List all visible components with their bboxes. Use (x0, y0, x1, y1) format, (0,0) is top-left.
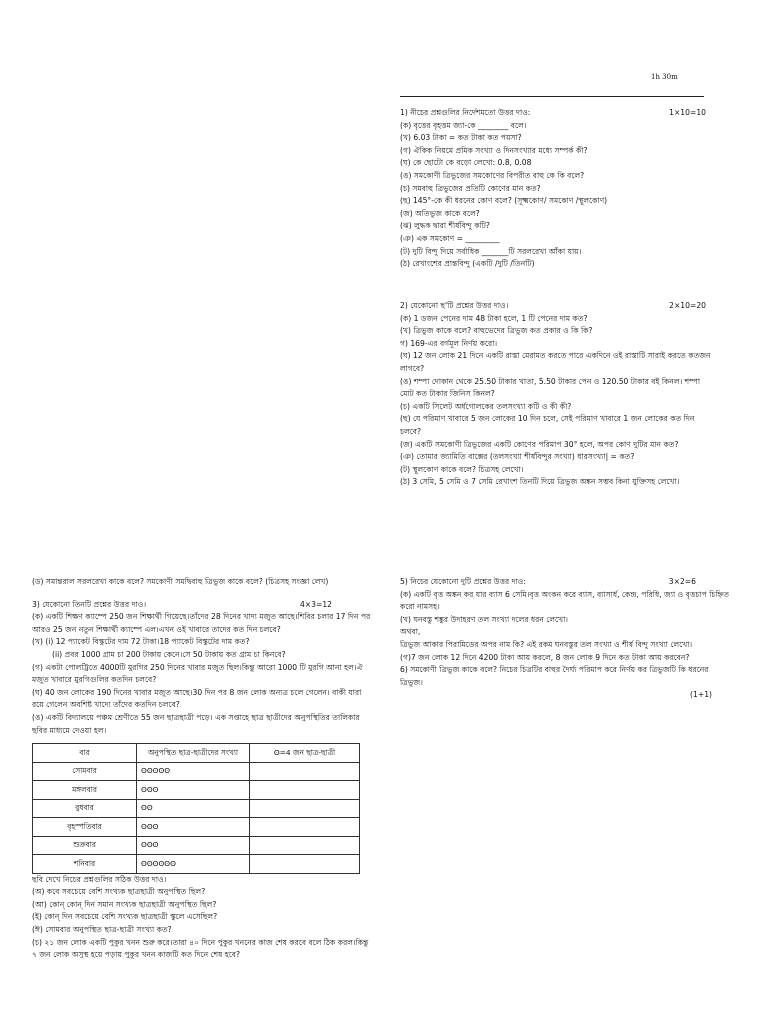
table-cell-marks: ʘʘʘ (137, 836, 250, 855)
question-6: 6) সমকোণী ত্রিভুজ কাকে বলে? নিচের চিত্রটির বাহুর দৈর্ঘ্য পরিমাপ করে নির্ণয় কর ত্রিভুজটি কি ধরনের ত্রিভুজ। (400, 665, 709, 687)
q3-item: (গ) একটা পোলট্রিতে 4000টি মুরগির 250 দিনের খাবার মজুত ছিল।কিন্তু আরো 1000 টি মুরগি আনা হল।ঐ মজুত খাবারে মুরগিগুলির কতদিন চলবে? (32, 662, 363, 685)
question-2 (400, 300, 712, 489)
question-1-marks: 1×10=10 (669, 108, 706, 117)
q2-item: (ঙ) শম্পা দোকান থেকে 25.50 টাকার খাতা, 5.50 টাকার পেন ও 120.50 টাকার বই কিনল। শম্পা মোট কত টাকার জিনিস কিনল? (400, 376, 701, 399)
table-cell-count (250, 799, 360, 818)
table-cell-marks: ʘʘʘ (137, 781, 250, 800)
question-5-heading: 5) নিচের যেকোনো দুটি প্রশ্নের উত্তর দাও: (400, 577, 526, 586)
q2-item: (জ) একটি সমকোণী ত্রিভুজের একটি কোণের পরিমাপ 30° হলে, অপর কোণ দুটির মান কত? (400, 439, 679, 449)
q1-item: (ক) বৃত্তের বৃহত্তম জ্যা-কে ________ বলে। (400, 120, 527, 130)
table-cell-count (250, 855, 360, 874)
q2-item: (ট) স্থূলকোণ কাকে বলে? চিত্রসহ লেখো। (400, 464, 524, 474)
table-cell-day: মঙ্গলবার (33, 781, 137, 800)
question-2-heading: 2) যেকোনো ছ'টি প্রশ্নের উত্তর দাও। (400, 301, 509, 310)
q3-item: (ক) একটি শিক্ষণ ক্যাম্পে 250 জন শিক্ষার্থী গিয়েছে।তাঁদের 28 দিনের খাদ্য মজুত আছে।শিবির চলার 17 দিন পর আরও 25 জন নতুন শিক্ষার্থী ক্যাম্পে এল।এখন ওই খাবারে তাদের কত দিন চলবে? (32, 612, 371, 634)
q2-item: (ঘ) 12 জন লোক 21 দিনে একটি রাস্তা মেরামত করতে পারে একদিনে ওই রাস্তাটি সারাই করতে কতজন লাগবে? (400, 351, 711, 373)
table-row (33, 818, 360, 837)
left-column (32, 576, 372, 962)
table-cell-count (250, 818, 360, 837)
q2-item: গ) 169-এর বর্গমূল নির্ণয় করো। (400, 338, 498, 348)
q3-item: (খ) (i) 12 প্যাকেট বিস্কুটের দাম 72 টাকা।18 প্যাকেট বিস্কুটের দাম কত? (32, 637, 250, 647)
q2-item: (ঠ) 3 সেমি, 5 সেমি ও 7 সেমি রেখাংশ তিনটি দিয়ে ত্রিভুজ অঙ্কন সম্ভব কিনা যুক্তিসহ লেখো। (400, 477, 680, 487)
q5-item: (খ) ঘনবস্তু শঙ্কুর উদাহরণ তল সংখ্যা দলের ধরন লেখো। (400, 614, 568, 624)
q1-item: (গ) ঐকিক নিয়মে প্রমিক সংখ্যা ও দিনসংখ্যার মধ্যে সম্পর্ক কী? (400, 145, 588, 155)
table-row (33, 762, 360, 781)
q1-item: (ঝ) লুদ্ধক দ্বারা শীর্ষবিন্দু কটি? (400, 221, 490, 231)
table-cell-day: শুক্রবার (33, 836, 137, 855)
table-row (33, 781, 360, 800)
table-cell-day: শনিবার (33, 855, 137, 874)
question-1-header (400, 107, 710, 120)
question-dha: (ড) সমান্তরাল সরলরেখা কাকে বলে? সমকোণী সমদ্বিবাহু ত্রিভুজ কাকে বলে? (চিত্রসহ সংজ্ঞা লেখ) (32, 577, 329, 586)
q2-item: (ক) 1 ডজন পেনের দাম 48 টাকা হলে, 1 টি পেনের দাম কত? (400, 313, 588, 323)
table-row (33, 799, 360, 818)
question-3-heading: 3) যেকোনো তিনটি প্রশ্নের উত্তর দাও। (32, 599, 147, 609)
q3-item: (ii) প্রবর 1000 গ্রাম চা 200 টাকায় কেনে।সে 50 টাকায় কত গ্রাম চা কিনবে? (52, 649, 286, 659)
q3-item: (ঘ) 40 জন লোকের 190 দিনের খাবার মজুত আছে।30 দিন পর 8 জন লোক অন্যত্র চলে গেলেন। বাকী যারা রয়ে গেলেন অবশিষ্ট খাদ্যে তাঁদের কতদিন চলবে? (32, 687, 362, 710)
question-2-marks: 2×10=20 (669, 301, 706, 310)
q5-item: (ক) একটি বৃত্ত অঙ্কন কর যার ব্যাস 6 সেমি।বৃত্ত অংকন করে ব্যাস, ব্যাসার্ধ, কেন্দ্র, পরিধি, জ্যা ও বৃত্তচাপ চিহ্নিত করো নামসহ। (400, 589, 729, 612)
table-cell-day: সোমবার (33, 762, 137, 781)
table-cell-marks: ʘʘ (137, 799, 250, 818)
table-cell-marks: ʘʘʘʘʘ (137, 762, 250, 781)
question-5-header (400, 576, 696, 589)
q1-item: (ঘ) কে ছোটো কে বড়ো লেখো: 0.8, 0.08 (400, 158, 532, 168)
after-table-line: (ঈ) সোমবার অনুপস্থিত ছাত্র-ছাত্রী সংখ্যা কত? (32, 925, 172, 934)
question-1 (400, 107, 710, 271)
header-rule (400, 96, 704, 97)
q5-item: অথবা, (400, 627, 421, 637)
after-table-line: (চ) ২১ জন লোক একটি পুকুর খনন শুরু করে।তারা ৪০ দিনে পুকুর খননের কাজ শেষ করবে বলে ঠিক করল।কিন্তু ৭ জন লোক অসুস্থ হয়ে পড়ায় পুকুর খনন কাজটি কত দিনে শেষ হবে? (32, 937, 369, 960)
q2-item: (ঞ) তোমার জ্যামিতি বাক্সের (তলসংখ্যা শীর্ষবিন্দুর সংখ্যা) ধারসংখ্যা| = কত? (400, 452, 635, 462)
q1-item: (ট) দুটি বিন্দু দিয়ে সর্বাধিক _______টি সরলরেখা আঁকা যায়। (400, 246, 582, 256)
table-cell-day: বুধবার (33, 799, 137, 818)
question-1-heading: 1) নীচের প্রশ্নগুলির নির্দেশমতো উত্তর দাও: (400, 108, 531, 117)
q1-item: (খ) 6.03 টাকা = কত টাকা কত পয়সা? (400, 133, 522, 143)
table-header-cell: অনুপস্থিত ছাত্র-ছাত্রীদের সংখ্যা (137, 744, 250, 763)
after-table-line: (অ) কবে সবচেয়ে বেশি সংখ্যক ছাত্রছাত্রী অনুপস্থিত ছিল? (32, 887, 206, 897)
table-cell-marks: ʘʘʘ (137, 818, 250, 837)
question-6-marks: (1+1) (690, 690, 712, 700)
question-3-marks: 4×3=12 (299, 599, 332, 609)
after-table-line: (আ) কোন্ কোন্ দিন সমান সংখ্যক ছাত্রছাত্রী অনুপস্থিত ছিল? (32, 899, 217, 909)
q1-item: (ঙ) সমকোণী ত্রিভুজের সমকোণের বিপরীত বাহু কে কি বলে? (400, 170, 585, 180)
question-5 (400, 576, 730, 702)
exam-duration: 1h 30m (651, 73, 678, 81)
q2-item: (ছ) যে পরিমাণ খাবারে 5 জন লোকের 10 দিন চলে, সেই পরিমাণ খাবারে 1 জন লোকের কত দিন চলবে? (400, 414, 695, 436)
q5-item: (গ)7 জন লোক 12 দিনে 4200 টাকা আয় করলে, 8 জন লোক 9 দিনে কত টাকা আয় করবেন? (400, 652, 690, 662)
table-cell-count (250, 762, 360, 781)
after-table-line: ছবি দেখে নিচের প্রশ্নগুলির সঠিক উত্তর দাও। (32, 874, 167, 884)
q1-item: (চ) সমবাহু ত্রিভুজের প্রতিটি কোণের মান কত? (400, 183, 541, 193)
table-cell-count (250, 781, 360, 800)
table-cell-marks: ʘʘʘʘʘʘ (137, 855, 250, 874)
q1-item: (ছ) 145°-কে কী ধরনের কোণ বলে? (সূক্ষ্মকোণ/ সমকোণ /স্থূলকোণ) (400, 196, 608, 206)
q1-item: (ঠ) রেখাংশের প্রান্তবিন্দু (একটি /দুটি /তিনটি) (400, 259, 535, 269)
after-table-line: (ই) কোন্ দিন সবচেয়ে বেশি সংখ্যক ছাত্রছাত্রী স্কুলে এসেছিল? (32, 912, 218, 922)
q2-item: (খ) ত্রিভুজ কাকে বলে? বাহুভেদের ত্রিভুজ কত প্রকার ও কি কি? (400, 326, 593, 336)
absence-table (32, 743, 360, 874)
question-3-header (32, 599, 332, 612)
q2-item: (চ) একটি সিলেট অর্ধগোলকের তলসংখ্যা কটি ও কী কী? (400, 401, 572, 411)
q1-item: (জ) অতিভুজ কাকে বলে? (400, 208, 480, 218)
question-2-header (400, 300, 712, 313)
table-cell-count (250, 836, 360, 855)
table-cell-day: বৃহস্পতিবার (33, 818, 137, 837)
question-5-marks: 3×2=6 (668, 577, 696, 586)
table-header-cell: ʘ=4 জন ছাত্র-ছাত্রী (250, 744, 360, 763)
q1-item: (ঞ) এক সমকোণ = _________ (400, 233, 500, 243)
q5-item: ত্রিভুজ আকার পিরামিডের অপর নাম কি? এই রকম ঘনবস্তুর তল সংখ্যা ও শীর্ষ বিন্দু সংখ্যা লেখো। (400, 639, 693, 649)
table-header-row (33, 744, 360, 763)
q3-item: (ঙ) একটি বিদ্যালয়ে পঞ্চম শ্রেণীতে 55 জন ছাত্রছাত্রী পড়ে। এক সপ্তাহে ছাত্র ছাত্রীদের অনুপস্থিতির তালিকার ছবির মাধ্যমে দেওয়া হল। (32, 712, 360, 735)
table-row (33, 855, 360, 874)
table-header-cell: বার (33, 744, 137, 763)
table-row (33, 836, 360, 855)
